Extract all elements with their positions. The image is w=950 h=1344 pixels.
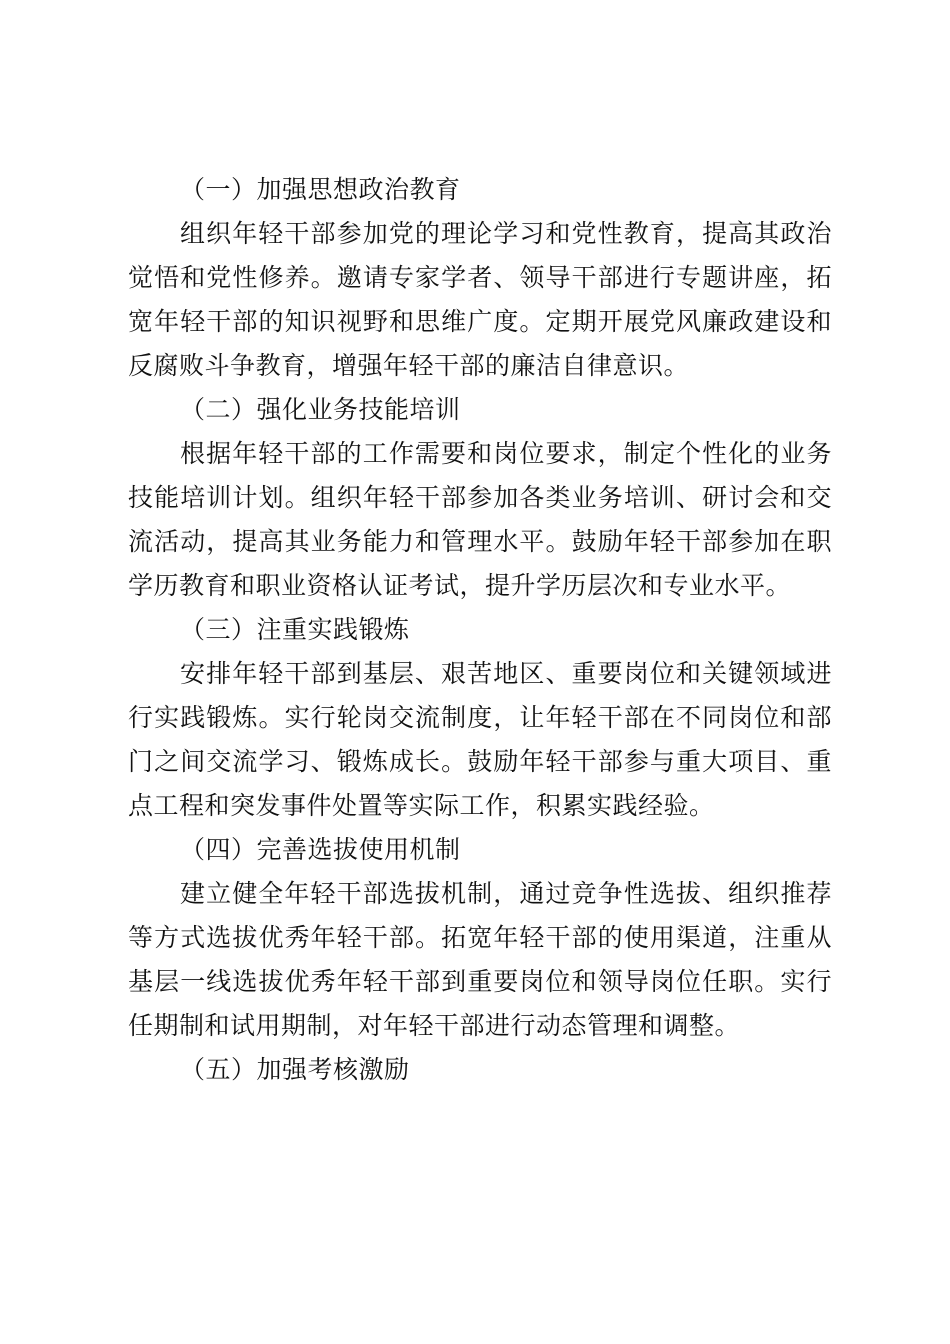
document-body bbox=[128, 168, 832, 1092]
section-4 bbox=[128, 828, 832, 1048]
section-heading: （二）强化业务技能培训 bbox=[180, 395, 461, 424]
section-heading: （五）加强考核激励 bbox=[180, 1055, 410, 1084]
section-paragraph: 根据年轻干部的工作需要和岗位要求，制定个性化的业务技能培训计划。组织年轻干部参加各类业务培训、研讨会和交流活动，提高其业务能力和管理水平。鼓励年轻干部参加在职学历教育和职业资格认证考试，提升学历层次和专业水平。 bbox=[128, 439, 832, 600]
section-1 bbox=[128, 168, 832, 388]
section-paragraph: 安排年轻干部到基层、艰苦地区、重要岗位和关键领域进行实践锻炼。实行轮岗交流制度，让年轻干部在不同岗位和部门之间交流学习、锻炼成长。鼓励年轻干部参与重大项目、重点工程和突发事件处置等实际工作，积累实践经验。 bbox=[128, 659, 832, 820]
section-heading: （一）加强思想政治教育 bbox=[180, 175, 461, 204]
section-3 bbox=[128, 608, 832, 828]
section-paragraph: 组织年轻干部参加党的理论学习和党性教育，提高其政治觉悟和党性修养。邀请专家学者、领导干部进行专题讲座，拓宽年轻干部的知识视野和思维广度。定期开展党风廉政建设和反腐败斗争教育，增强年轻干部的廉洁自律意识。 bbox=[128, 219, 832, 380]
section-2 bbox=[128, 388, 832, 608]
section-paragraph: 建立健全年轻干部选拔机制，通过竞争性选拔、组织推荐等方式选拔优秀年轻干部。拓宽年轻干部的使用渠道，注重从基层一线选拔优秀年轻干部到重要岗位和领导岗位任职。实行任期制和试用期制，对年轻干部进行动态管理和调整。 bbox=[128, 879, 832, 1040]
section-heading: （四）完善选拔使用机制 bbox=[180, 835, 461, 864]
section-5 bbox=[128, 1048, 832, 1092]
section-heading: （三）注重实践锻炼 bbox=[180, 615, 410, 644]
